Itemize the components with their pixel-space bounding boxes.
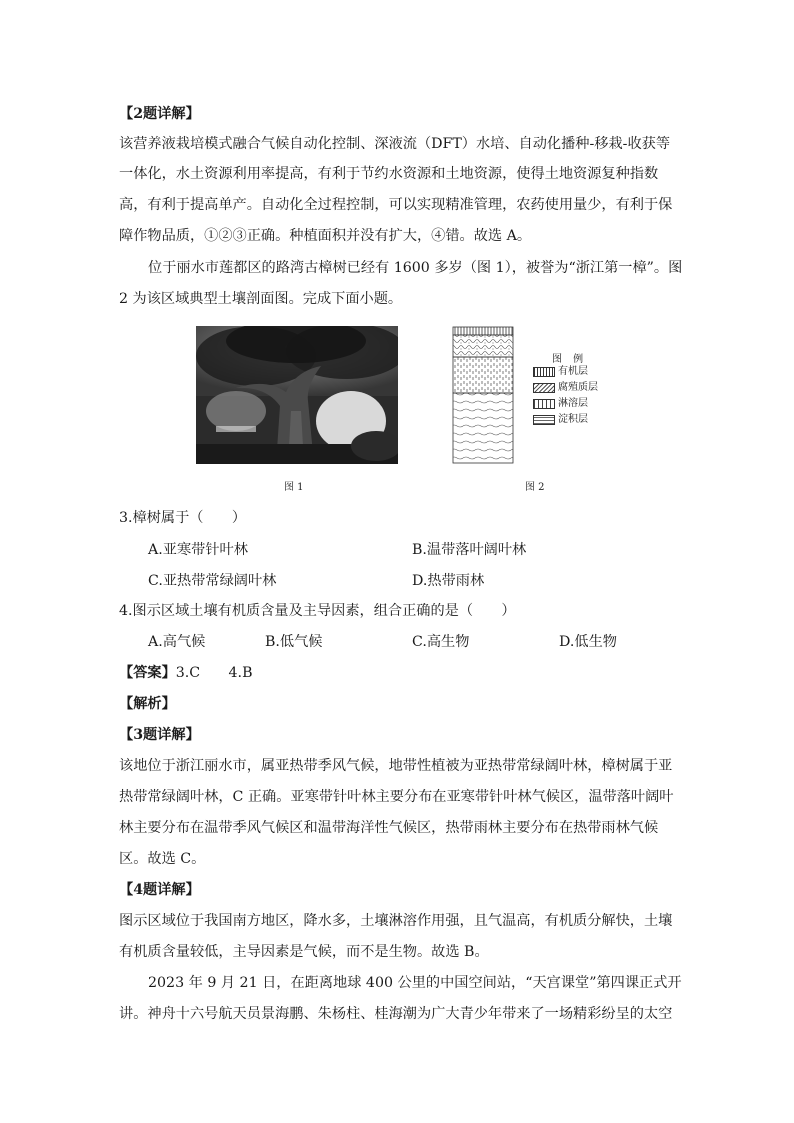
section2-line-4: 障作物品质，①②③正确。种植面积并没有扩大，④错。故选 A。 <box>119 228 532 244</box>
intro-line-2: 2 为该区域典型土壤剖面图。完成下面小题。 <box>119 291 403 307</box>
legend-item-organic <box>533 366 588 378</box>
section3-heading: 【3题详解】 <box>119 727 200 743</box>
q3-option-d: D.热带雨林 <box>412 573 485 589</box>
section3-line-1: 该地位于浙江丽水市，属亚热带季风气候，地带性植被为亚热带常绿阔叶林，樟树属于亚 <box>119 758 673 774</box>
section3-line-2: 热带常绿阔叶林，C 正确。亚寒带针叶林主要分布在亚寒带针叶林气候区，温带落叶阔叶 <box>119 789 674 805</box>
legend-item-deposition <box>533 414 588 426</box>
legend-label: 淋溶层 <box>558 398 588 409</box>
legend-item-humus <box>533 382 598 394</box>
answer-label: 【答案】 <box>119 665 176 681</box>
intro-line-1: 位于丽水市莲都区的路湾古樟树已经有 1600 多岁（图 1），被誉为“浙江第一樟”。图 <box>148 260 683 276</box>
question-3-stem: 3.樟树属于（ ） <box>119 510 247 526</box>
answer-value: 3.C 4.B <box>175 665 253 681</box>
q4-option-d: D.低生物 <box>559 634 617 650</box>
figure-1-caption: 图 1 <box>284 482 304 493</box>
section3-line-3: 林主要分布在温带季风气候区和温带海洋性气候区，热带雨林主要分布在热带雨林气候 <box>119 820 659 836</box>
q4-option-c: C.高生物 <box>412 634 470 650</box>
legend-title: 图 例 <box>552 354 588 365</box>
camphor-tree-photo <box>196 326 398 464</box>
legend-label: 有机层 <box>558 366 588 377</box>
section2-line-3: 高，有利于提高单产。自动化全过程控制，可以实现精准管理，农药使用量少，有利于保 <box>119 197 673 213</box>
deposition-layer-swatch <box>533 415 555 425</box>
section4-line-1: 图示区域位于我国南方地区，降水多，土壤淋溶作用强，且气温高，有机质分解快，土壤 <box>119 913 673 929</box>
q4-option-a: A.高气候 <box>148 634 206 650</box>
section4-heading: 【4题详解】 <box>119 882 200 898</box>
humus-layer-swatch <box>533 383 555 393</box>
closing-line-2: 讲。神舟十六号航天员景海鹏、朱杨柱、桂海潮为广大青少年带来了一场精彩纷呈的太空 <box>119 1006 673 1022</box>
answer-line <box>119 663 253 683</box>
q3-option-c: C.亚热带常绿阔叶林 <box>148 573 277 589</box>
figure-2-caption: 图 2 <box>525 482 545 493</box>
q3-option-a: A.亚寒带针叶林 <box>148 542 248 558</box>
leaching-layer-swatch <box>533 399 555 409</box>
legend-label: 淀积层 <box>558 414 588 425</box>
section3-line-4: 区。故选 C。 <box>119 851 206 867</box>
q3-option-b: B.温带落叶阔叶林 <box>412 542 527 558</box>
section2-heading: 【2题详解】 <box>119 106 200 122</box>
legend-item-leaching <box>533 398 588 410</box>
organic-layer-swatch <box>533 367 555 377</box>
legend-label: 腐殖质层 <box>558 382 598 393</box>
section2-line-1: 该营养液栽培模式融合气候自动化控制、深液流（DFT）水培、自动化播种-移栽-收获等 <box>119 136 671 152</box>
section2-line-2: 一体化，水土资源利用率提高，有利于节约水资源和土地资源，使得土地资源复种指数 <box>119 166 659 182</box>
q4-option-b: B.低气候 <box>265 634 323 650</box>
closing-line-1: 2023 年 9 月 21 日，在距离地球 400 公里的中国空间站，“天宫课堂”第四课正式开 <box>148 975 682 991</box>
soil-profile-diagram <box>451 326 581 466</box>
section4-line-2: 有机质含量较低，主导因素是气候，而不是生物。故选 B。 <box>119 944 489 960</box>
question-4-stem: 4.图示区域土壤有机质含量及主导因素，组合正确的是（ ） <box>119 603 516 619</box>
analysis-heading: 【解析】 <box>119 696 176 712</box>
